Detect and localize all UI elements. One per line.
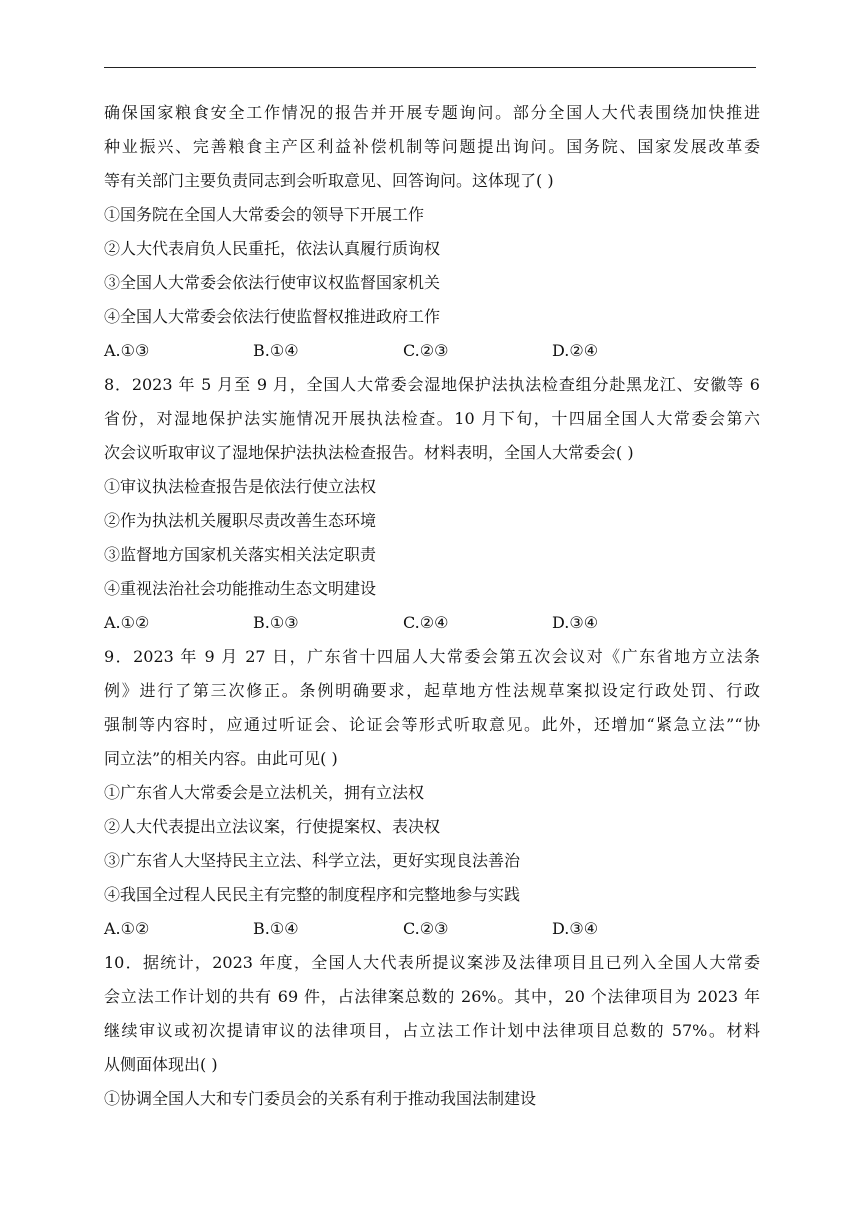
q8-option-c: C.②④ xyxy=(403,613,449,632)
question-content xyxy=(104,96,760,1116)
q9-stem-line: 强制等内容时，应通过听证会、论证会等形式听取意见。此外，还增加“紧急立法”“协 xyxy=(104,715,760,734)
q7-options xyxy=(104,334,760,368)
q7-item: ④全国人大常委会依法行使监督权推进政府工作 xyxy=(104,307,441,326)
q8-options xyxy=(104,606,760,640)
q7-item: ③全国人大常委会依法行使审议权监督国家机关 xyxy=(104,273,441,292)
q8-item: ③监督地方国家机关落实相关法定职责 xyxy=(104,545,377,564)
q8-option-d: D.③④ xyxy=(552,613,599,632)
q8-option-b: B.①③ xyxy=(253,613,299,632)
q7-option-c: C.②③ xyxy=(403,341,449,360)
q9-item: ④我国全过程人民民主有完整的制度程序和完整地参与实践 xyxy=(104,885,521,904)
q8-item: ①审议执法检查报告是依法行使立法权 xyxy=(104,477,377,496)
q7-option-a: A.①③ xyxy=(104,341,150,360)
header-rule xyxy=(104,67,756,68)
q7-option-b: B.①④ xyxy=(253,341,299,360)
q8-item: ④重视法治社会功能推动生态文明建设 xyxy=(104,579,377,598)
q8-stem-line: 省份，对湿地保护法实施情况开展执法检查。10 月下旬，十四届全国人大常委会第六 xyxy=(104,409,760,428)
q7-stem-line: 等有关部门主要负责同志到会听取意见、回答询问。这体现了( ) xyxy=(104,171,554,190)
q7-item: ②人大代表肩负人民重托，依法认真履行质询权 xyxy=(104,239,441,258)
q7-stem-line: 种业振兴、完善粮食主产区利益补偿机制等问题提出询问。国务院、国家发展改革委 xyxy=(104,137,760,156)
q8-stem-line: 次会议听取审议了湿地保护法执法检查报告。材料表明，全国人大常委会( ) xyxy=(104,443,634,462)
q8-stem-line: 8．2023 年 5 月至 9 月，全国人大常委会湿地保护法执法检查组分赴黑龙江、安徽等 6 xyxy=(104,375,760,394)
q9-option-b: B.①④ xyxy=(253,919,299,938)
q9-options xyxy=(104,912,760,946)
q9-option-a: A.①② xyxy=(104,919,150,938)
q9-stem-line: 同立法”的相关内容。由此可见( ) xyxy=(104,749,338,768)
q10-stem-line: 会立法工作计划的共有 69 件，占法律案总数的 26%。其中，20 个法律项目为 2023 年 xyxy=(104,987,760,1006)
q9-item: ①广东省人大常委会是立法机关，拥有立法权 xyxy=(104,783,425,802)
q10-stem-line: 10．据统计，2023 年度，全国人大代表所提议案涉及法律项目且已列入全国人大常委 xyxy=(104,953,760,972)
q7-item: ①国务院在全国人大常委会的领导下开展工作 xyxy=(104,205,425,224)
q7-stem-line: 确保国家粮食安全工作情况的报告并开展专题询问。部分全国人大代表围绕加快推进 xyxy=(104,103,760,122)
q9-stem-line: 9．2023 年 9 月 27 日，广东省十四届人大常委会第五次会议对《广东省地方立法条 xyxy=(104,647,760,666)
q7-option-d: D.②④ xyxy=(552,341,599,360)
q9-item: ②人大代表提出立法议案，行使提案权、表决权 xyxy=(104,817,441,836)
q10-item: ①协调全国人大和专门委员会的关系有利于推动我国法制建设 xyxy=(104,1089,537,1108)
q10-stem-line: 从侧面体现出( ) xyxy=(104,1055,218,1074)
q8-item: ②作为执法机关履职尽责改善生态环境 xyxy=(104,511,377,530)
q10-stem-line: 继续审议或初次提请审议的法律项目，占立法工作计划中法律项目总数的 57%。材料 xyxy=(104,1021,760,1040)
q9-option-d: D.③④ xyxy=(552,919,599,938)
q9-option-c: C.②③ xyxy=(403,919,449,938)
q9-stem-line: 例》进行了第三次修正。条例明确要求，起草地方性法规草案拟设定行政处罚、行政 xyxy=(104,681,760,700)
q9-item: ③广东省人大坚持民主立法、科学立法，更好实现良法善治 xyxy=(104,851,521,870)
q8-option-a: A.①② xyxy=(104,613,150,632)
